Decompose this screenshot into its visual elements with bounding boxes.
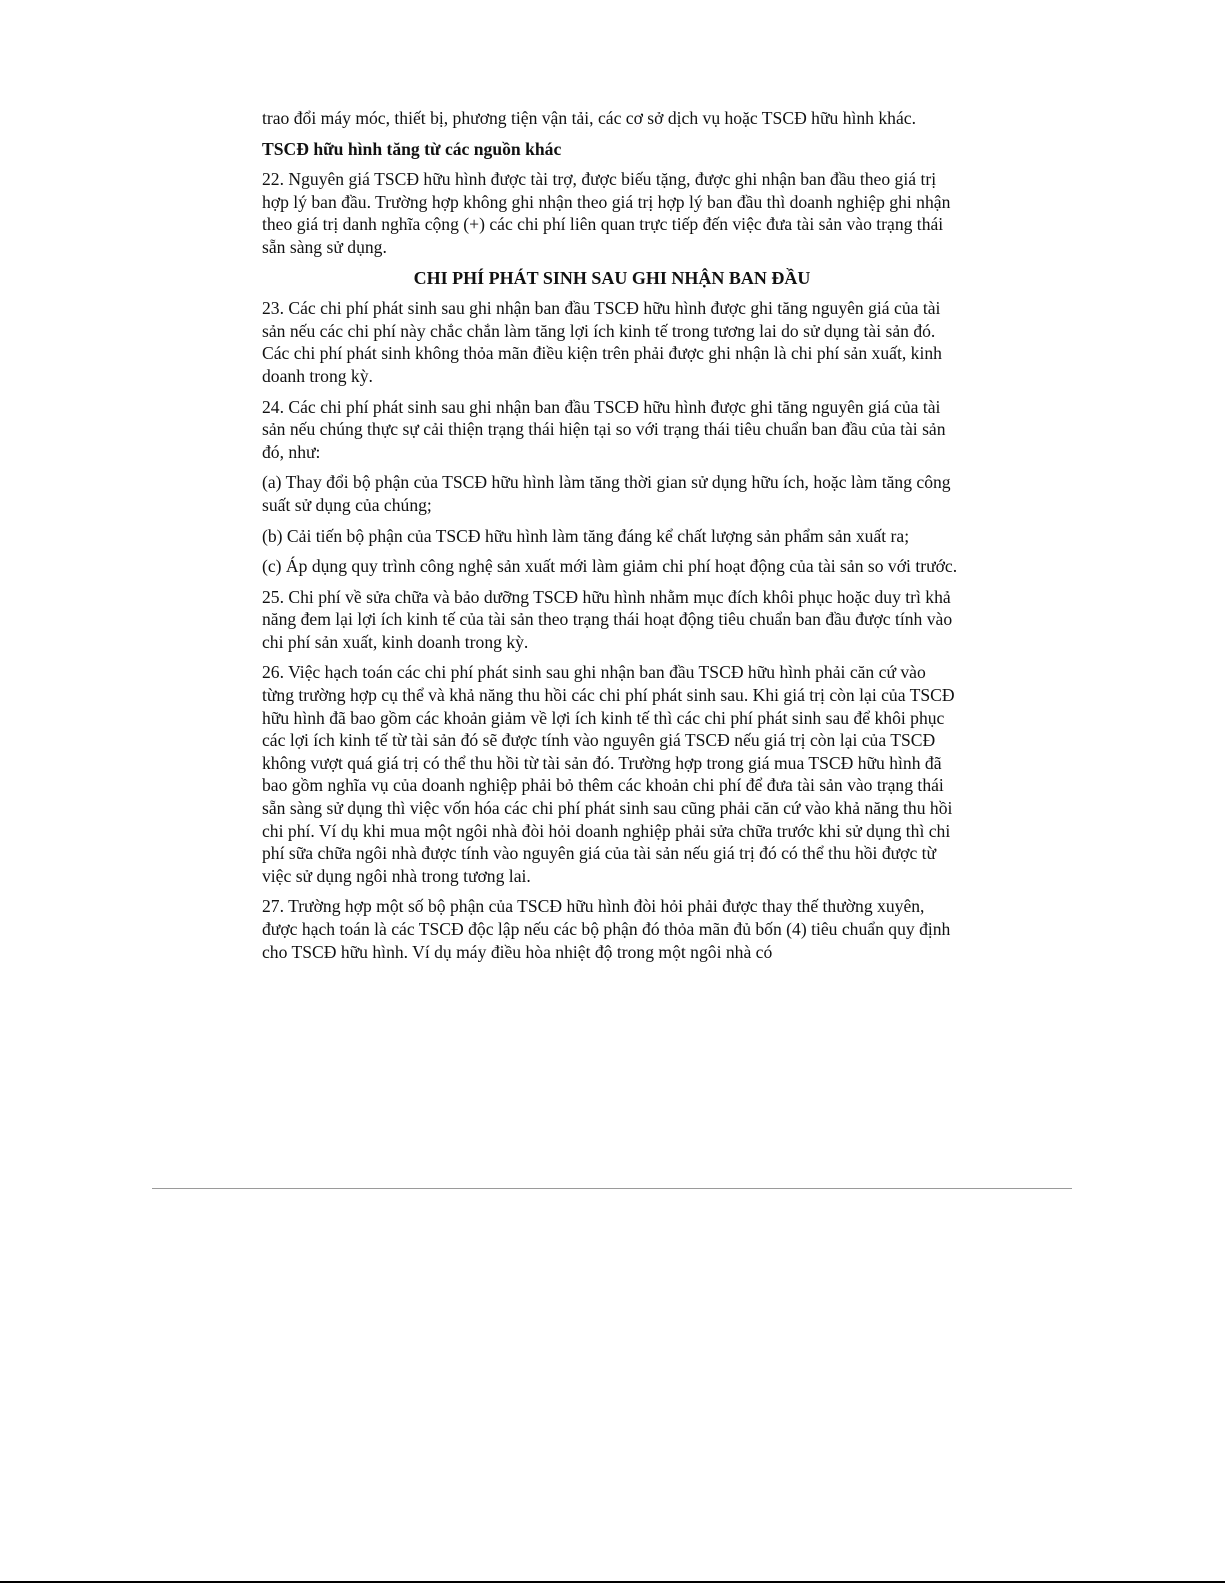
paragraph-25: 25. Chi phí về sửa chữa và bảo dưỡng TSCĐ hữu hình nhằm mục đích khôi phục hoặc duy trì khả năng đem lại lợi ích kinh tế của tài sản theo trạng thái hoạt động tiêu chuẩn ban đầu được tính vào chi phí sản xuất, kinh doanh trong kỳ. [262,586,953,652]
continuation-paragraph: trao đổi máy móc, thiết bị, phương tiện vận tải, các cơ sở dịch vụ hoặc TSCĐ hữu hình khác. [262,108,916,128]
paragraph-24: 24. Các chi phí phát sinh sau ghi nhận ban đầu TSCĐ hữu hình được ghi tăng nguyên giá của tài sản nếu chúng thực sự cải thiện trạng thái hiện tại so với trạng thái tiêu chuẩn ban đầu của tài sản đó, như: [262,396,946,462]
paragraph-22: 22. Nguyên giá TSCĐ hữu hình được tài trợ, được biếu tặng, được ghi nhận ban đầu theo giá trị hợp lý ban đầu. Trường hợp không ghi nhận theo giá trị hợp lý ban đầu thì doanh nghiệp ghi nhận theo giá trị danh nghĩa cộng (+) các chi phí liên quan trực tiếp đến việc đưa tài sản vào trạng thái sẵn sàng sử dụng. [262,169,951,257]
section-heading: CHI PHÍ PHÁT SINH SAU GHI NHẬN BAN ĐẦU [413,267,811,288]
paragraph-26: 26. Việc hạch toán các chi phí phát sinh sau ghi nhận ban đầu TSCĐ hữu hình phải căn cứ vào từng trường hợp cụ thể và khả năng thu hồi các chi phí phát sinh sau. Khi giá trị còn lại của TSCĐ hữu hình đã bao gồm các khoản giảm về lợi ích kinh tế thì các chi phí phát sinh sau để khôi phục các lợi ích kinh tế từ tài sản đó sẽ được tính vào nguyên giá TSCĐ nếu giá trị còn lại của TSCĐ không vượt quá giá trị có thể thu hồi từ tài sản đó. Trường hợp trong giá mua TSCĐ hữu hình đã bao gồm nghĩa vụ của doanh nghiệp phải bỏ thêm các khoản chi phí để đưa tài sản vào trạng thái sẵn sàng sử dụng thì việc vốn hóa các chi phí phát sinh sau cũng phải căn cứ vào khả năng thu hồi chi phí. Ví dụ khi mua một ngôi nhà đòi hỏi doanh nghiệp phải sửa chữa trước khi sử dụng thì chi phí sữa chữa ngôi nhà được tính vào nguyên giá của tài sản nếu giá trị đó có thể thu hồi được từ việc sử dụng ngôi nhà trong tương lai. [262,662,955,886]
document-body [262,107,962,971]
list-item-b: (b) Cải tiến bộ phận của TSCĐ hữu hình làm tăng đáng kể chất lượng sản phẩm sản xuất ra; [262,525,910,546]
paragraph-27: 27. Trường hợp một số bộ phận của TSCĐ hữu hình đòi hỏi phải được thay thế thường xuyên, được hạch toán là các TSCĐ độc lập nếu các bộ phận đó thỏa mãn đủ bốn (4) tiêu chuẩn quy định cho TSCĐ hữu hình. Ví dụ máy điều hòa nhiệt độ trong một ngôi nhà có [262,896,951,962]
list-item-a: (a) Thay đổi bộ phận của TSCĐ hữu hình làm tăng thời gian sử dụng hữu ích, hoặc làm tăng công suất sử dụng của chúng; [262,472,951,515]
page-footer-divider [152,1188,1072,1189]
paragraph-23: 23. Các chi phí phát sinh sau ghi nhận ban đầu TSCĐ hữu hình được ghi tăng nguyên giá của tài sản nếu các chi phí này chắc chắn làm tăng lợi ích kinh tế trong tương lai do sử dụng tài sản đó. Các chi phí phát sinh không thỏa mãn điều kiện trên phải được ghi nhận là chi phí sản xuất, kinh doanh trong kỳ. [262,298,942,386]
subheading: TSCĐ hữu hình tăng từ các nguồn khác [262,138,562,159]
list-item-c: (c) Áp dụng quy trình công nghệ sản xuất mới làm giảm chi phí hoạt động của tài sản so với trước. [262,556,958,577]
page-bottom-border [0,1581,1225,1583]
